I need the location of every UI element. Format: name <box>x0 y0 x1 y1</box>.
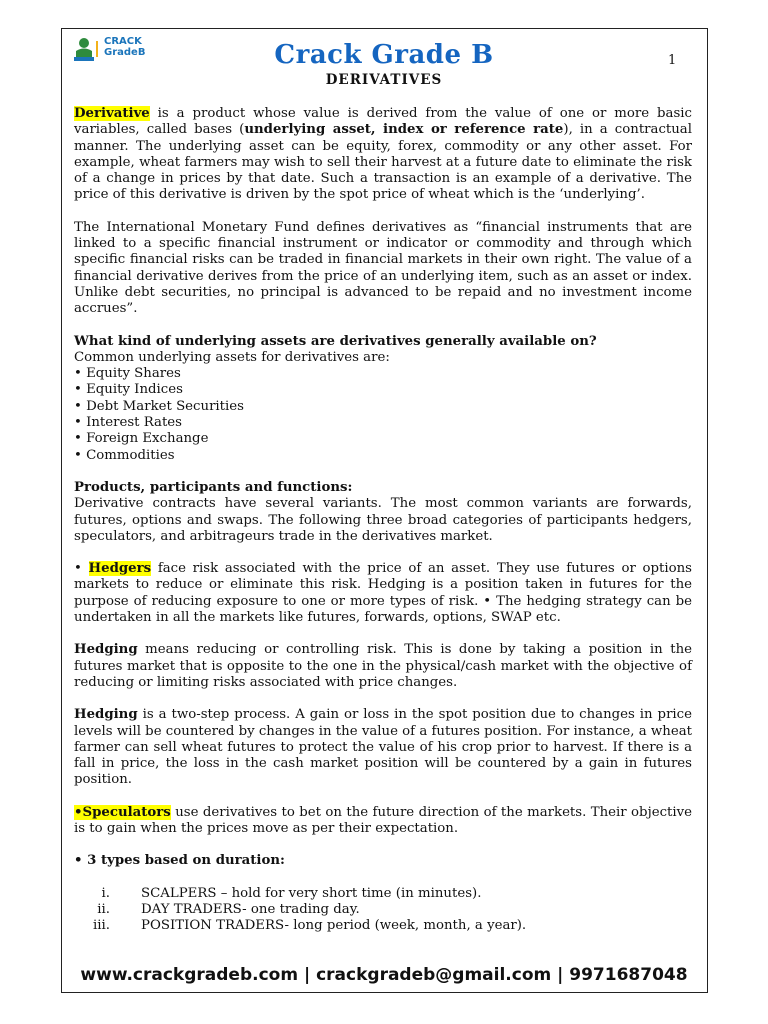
term-derivative: Derivative <box>74 106 150 121</box>
duration-types-heading: • 3 types based on duration: <box>74 853 285 869</box>
products-heading: Products, participants and functions: <box>74 479 353 495</box>
paragraph-hedging-process: Hedging is a two-step process. A gain or loss in the spot position due to changes in price levels will be countered by changes in the value of a futures position. For instance, a wheat farmer can sell wheat futures to protect the value of his crop prior to harvest. If there is a fall in price, the loss in the cash market position will be countered by a gain in futures position. <box>74 707 692 788</box>
products-text: Derivative contracts have several variants. The most common variants are forwards, futures, options and swaps. The following three broad categories of participants hedgers, speculators, and arbitrageurs trade in the derivatives market. <box>74 496 692 544</box>
list-item: ii. DAY TRADERS- one trading day. <box>97 901 360 917</box>
duration-types-list <box>74 886 692 934</box>
list-item: • Commodities <box>74 447 175 463</box>
list-item: • Interest Rates <box>74 415 182 431</box>
footer-contact: www.crackgradeb.com | crackgradeb@gmail.com | 9971687048 <box>80 965 688 985</box>
section-subtitle: DERIVATIVES <box>325 72 443 88</box>
list-item: • Foreign Exchange <box>74 431 209 447</box>
term-hedging: Hedging <box>74 707 138 723</box>
paragraph-hedging-meaning: Hedging means reducing or controlling risk. This is done by taking a position in the futures market that is opposite to the one in the physical/cash market with the objective of reducing or limiting risks associated with price changes. <box>74 642 692 690</box>
underlying-assets-intro: Common underlying assets for derivatives are: <box>74 349 390 365</box>
paragraph-speculators: •Speculators use derivatives to bet on the future direction of the markets. Their objective is to gain when the prices move as per their expectation. <box>74 804 692 836</box>
underlying-assets-list <box>74 366 692 464</box>
paragraph-imf-definition: The International Monetary Fund defines derivatives as “financial instruments that are linked to a specific financial instrument or indicator or commodity and through which specific financial risks can be traded in financial markets in their own right. The value of a financial derivative derives from the price of an underlying item, such as an asset or index. Unlike debt securities, no principal is advanced to be repaid and no investment income accrues”. <box>74 219 692 317</box>
list-item: iii. POSITION TRADERS- long period (week, month, a year). <box>93 917 527 933</box>
logo-line1: CRACK <box>104 36 142 47</box>
document-body <box>74 106 692 934</box>
underlying-assets-section <box>74 334 692 464</box>
term-hedgers: Hedgers <box>88 561 152 577</box>
term-speculators: •Speculators <box>74 804 171 820</box>
list-item: • Equity Indices <box>74 382 183 398</box>
list-item: • Debt Market Securities <box>74 398 244 414</box>
list-item: i. SCALPERS – hold for very short time (in minutes). <box>101 885 482 901</box>
term-hedging: Hedging <box>74 642 138 658</box>
paragraph-hedgers: • Hedgers face risk associated with the price of an asset. They use futures or options markets to reduce or eliminate this risk. Hedging is a position taken in futures for the purpose of reducing exposure to one or more types of risk. • The hedging strategy can be undertaken in all the markets like futures, forwards, options, SWAP etc. <box>74 561 692 626</box>
page-title: Crack Grade B <box>274 40 494 70</box>
duration-types-section <box>74 853 692 933</box>
paragraph-derivative-definition: Derivative is a product whose value is derived from the value of one or more basic variables, called bases (underlying asset, index or reference rate), in a contractual manner. The underlying asset can be equity, forex, commodity or any other asset. For example, wheat farmers may wish to sell their harvest at a future date to eliminate the risk of a change in prices by that date. Such a transaction is an example of a derivative. The price of this derivative is driven by the spot price of wheat which is the ‘underlying’. <box>74 106 692 203</box>
logo-line2: GradeB <box>104 47 146 58</box>
underlying-assets-question: What kind of underlying assets are derivatives generally available on? <box>74 333 597 349</box>
page-number: 1 <box>668 53 677 68</box>
products-section <box>74 480 692 545</box>
list-item: • Equity Shares <box>74 366 181 382</box>
